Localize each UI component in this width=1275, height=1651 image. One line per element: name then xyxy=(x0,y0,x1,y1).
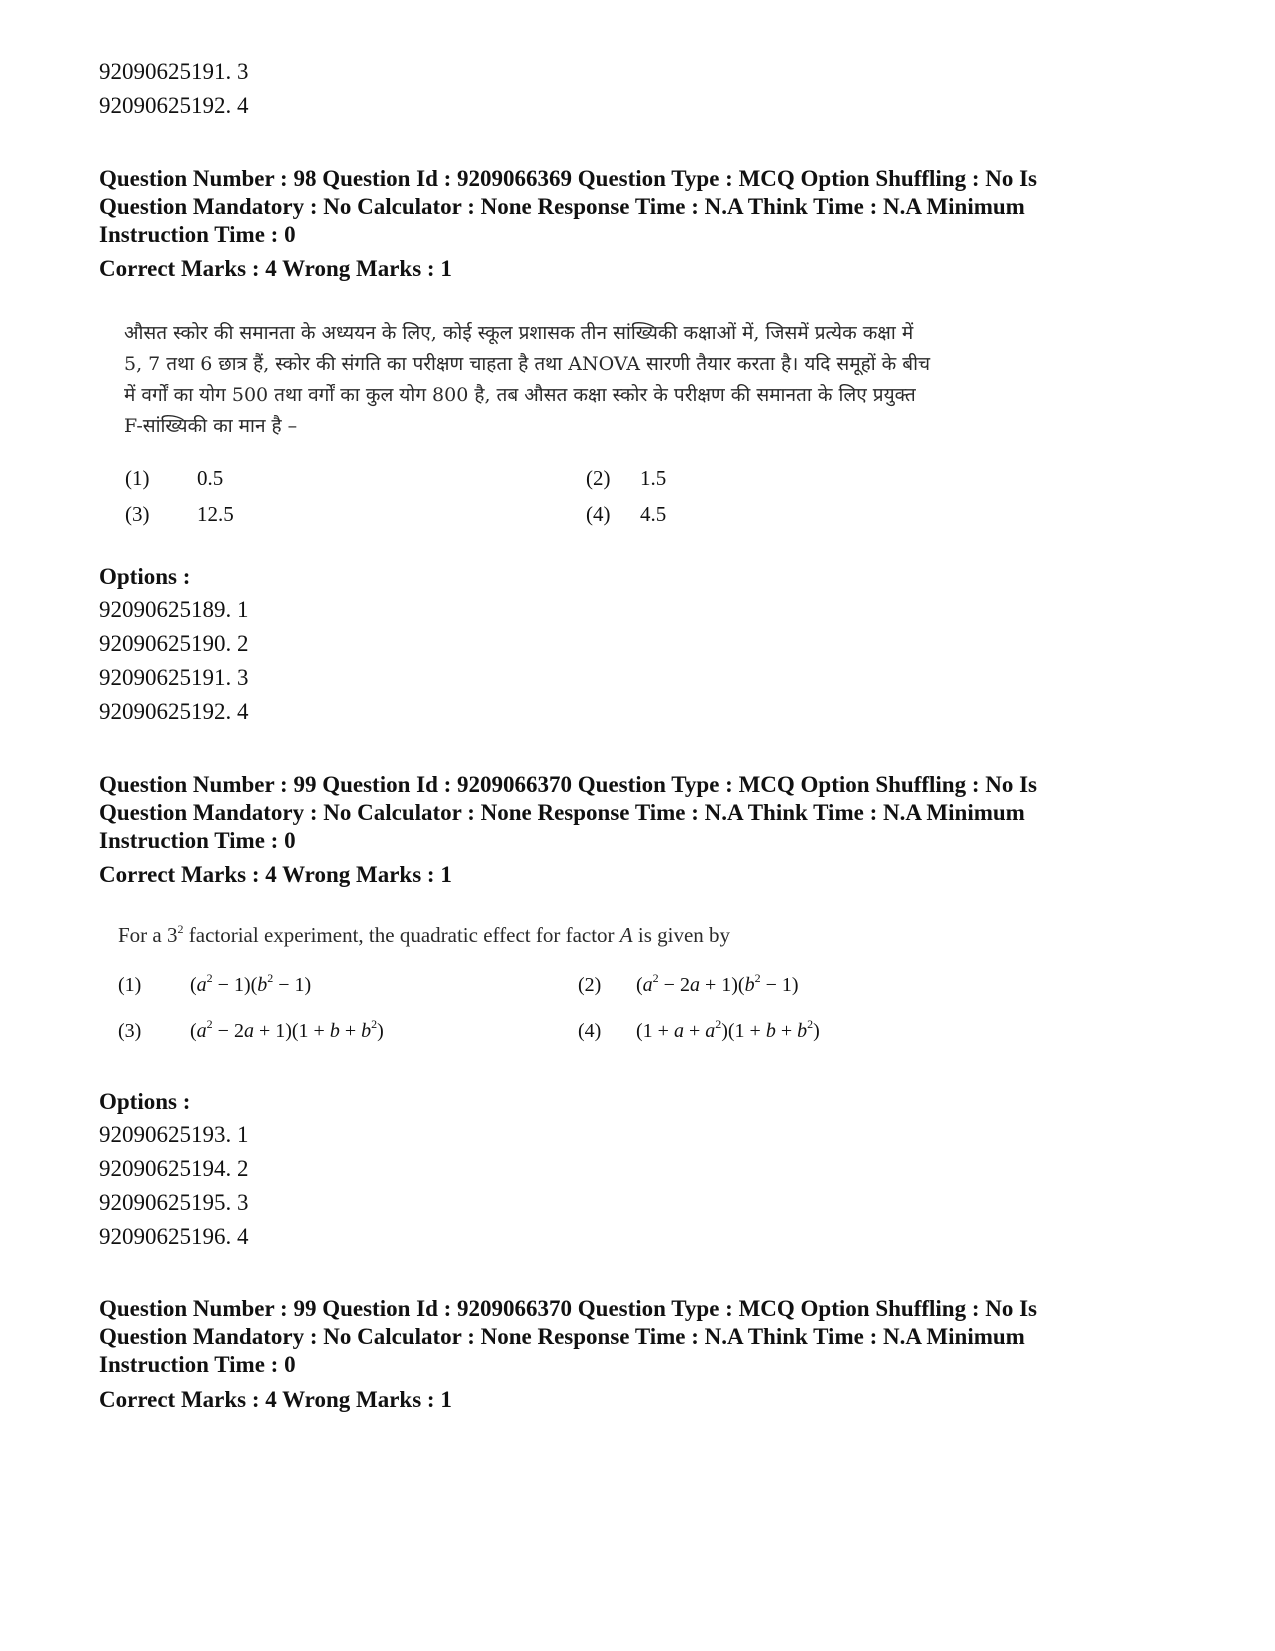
question-header-line: Question Number : 99 Question Id : 9209066370 Question Type : MCQ Option Shuffling : No Is xyxy=(99,772,1038,797)
choice-number: (2) xyxy=(578,974,602,996)
question-header-line: Instruction Time : 0 xyxy=(99,828,296,853)
choice-1 xyxy=(125,466,223,491)
choice-3 xyxy=(118,1017,384,1043)
choice-number: (2) xyxy=(586,466,611,490)
choice-3 xyxy=(125,502,234,527)
marks-line: Correct Marks : 4 Wrong Marks : 1 xyxy=(99,862,452,887)
choice-2 xyxy=(586,466,666,491)
choice-1 xyxy=(118,971,312,997)
question-text-line: 5, 7 तथा 6 छात्र हैं, स्कोर की संगति का परीक्षण चाहता है तथा ANOVA सारणी तैयार करता है। यदि समूहों के बीच xyxy=(124,353,931,375)
choice-number: (4) xyxy=(578,1020,602,1042)
choice-number: (1) xyxy=(118,974,142,996)
choice-formula: $(a^2 - 2a + 1)(1 + b + b^2)$ xyxy=(190,1017,384,1042)
choice-4 xyxy=(586,502,666,527)
option-line: 92090625193. 1 xyxy=(99,1122,249,1147)
marks-line: Correct Marks : 4 Wrong Marks : 1 xyxy=(99,1387,452,1412)
option-line: 92090625196. 4 xyxy=(99,1224,249,1249)
question-text-line: में वर्गों का योग 500 तथा वर्गों का कुल योग 800 है, तब औसत कक्षा स्कोर के परीक्षण की समानता के लिए प्रयुक्त xyxy=(124,384,916,406)
question-text: For a 3 xyxy=(118,923,178,947)
choice-2 xyxy=(578,971,799,997)
options-label: Options : xyxy=(99,1089,191,1114)
choice-number: (1) xyxy=(125,466,150,490)
option-line: 92090625189. 1 xyxy=(99,597,249,622)
superscript: 2 xyxy=(177,922,184,936)
question-header-line: Question Mandatory : No Calculator : None Response Time : N.A Think Time : N.A Minimum xyxy=(99,800,1025,825)
question-text-line: औसत स्कोर की समानता के अध्ययन के लिए, कोई स्कूल प्रशासक तीन सांख्यिकी कक्षाओं में, जिसमें प्रत्येक कक्षा में xyxy=(124,322,914,344)
option-line: 92090625192. 4 xyxy=(99,699,249,724)
question-text-image xyxy=(124,318,1064,442)
question-header-line: Question Mandatory : No Calculator : None Response Time : N.A Think Time : N.A Minimum xyxy=(99,194,1025,219)
factor-variable: A xyxy=(619,923,633,947)
choice-text: 0.5 xyxy=(197,466,224,490)
question-text-line: F-सांख्यिकी का मान है – xyxy=(124,415,298,437)
question-header-line: Instruction Time : 0 xyxy=(99,222,296,247)
question-header-line: Instruction Time : 0 xyxy=(99,1352,296,1377)
choice-number: (3) xyxy=(118,1020,142,1042)
question-text: is given by xyxy=(632,923,731,947)
question-text-image xyxy=(118,923,730,948)
choice-number: (3) xyxy=(125,502,150,526)
option-line: 92090625191. 3 xyxy=(99,665,249,690)
option-line: 92090625191. 3 xyxy=(99,59,249,84)
choice-formula: $(a^2 - 2a + 1)(b^2 - 1)$ xyxy=(636,971,799,996)
choice-text: 12.5 xyxy=(197,502,234,526)
question-header-line: Question Number : 99 Question Id : 9209066370 Question Type : MCQ Option Shuffling : No Is xyxy=(99,1296,1038,1321)
marks-line: Correct Marks : 4 Wrong Marks : 1 xyxy=(99,256,452,281)
option-line: 92090625192. 4 xyxy=(99,93,249,118)
options-label: Options : xyxy=(99,564,191,589)
question-text: factorial experiment, the quadratic effect for factor xyxy=(183,923,620,947)
choice-4 xyxy=(578,1017,820,1043)
question-header-line: Question Mandatory : No Calculator : None Response Time : N.A Think Time : N.A Minimum xyxy=(99,1324,1025,1349)
choice-text: 4.5 xyxy=(640,502,667,526)
option-line: 92090625190. 2 xyxy=(99,631,249,656)
option-line: 92090625194. 2 xyxy=(99,1156,249,1181)
choice-formula: $(a^2 - 1)(b^2 - 1)$ xyxy=(190,971,312,996)
option-line: 92090625195. 3 xyxy=(99,1190,249,1215)
choice-formula: $(1 + a + a^2)(1 + b + b^2)$ xyxy=(636,1017,820,1042)
question-header-line: Question Number : 98 Question Id : 9209066369 Question Type : MCQ Option Shuffling : No Is xyxy=(99,166,1038,191)
choice-number: (4) xyxy=(586,502,611,526)
choice-text: 1.5 xyxy=(640,466,667,490)
